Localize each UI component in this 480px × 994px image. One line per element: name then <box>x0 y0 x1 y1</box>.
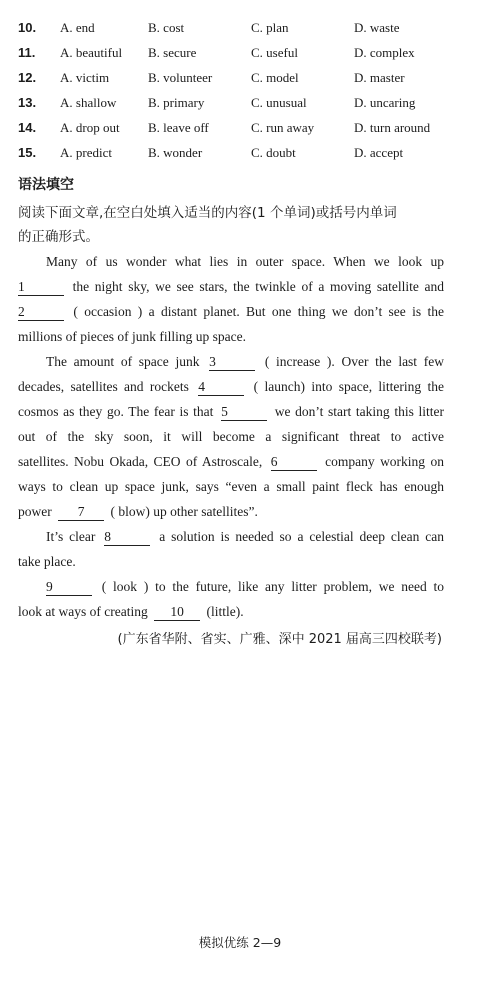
answer-blank[interactable]: 4 <box>198 379 244 396</box>
option-c: C. run away <box>251 120 315 135</box>
passage-line: out of the sky soon, it will become a significant threat to active <box>18 429 444 444</box>
option-a: A. predict <box>60 145 112 160</box>
answer-blank[interactable]: 1 <box>18 279 64 296</box>
option-d: D. master <box>354 70 405 85</box>
option-b: B. primary <box>148 95 205 110</box>
passage-line: Many of us wonder what lies in outer space. When we look up <box>46 254 444 269</box>
option-b: B. secure <box>148 45 197 60</box>
passage-line: take place. <box>18 554 76 569</box>
answer-blank[interactable]: 9 <box>46 579 92 596</box>
answer-blank[interactable]: 6 <box>271 454 317 471</box>
section-title: 语法填空 <box>18 177 74 193</box>
option-c: C. doubt <box>251 145 296 160</box>
passage-line: cosmos as they go. The fear is that 5 we don’t start taking this litter <box>18 404 444 419</box>
option-b: B. volunteer <box>148 70 213 85</box>
option-d: D. waste <box>354 20 400 35</box>
answer-blank[interactable]: 10 <box>154 604 200 621</box>
answer-blank[interactable]: 3 <box>209 354 255 371</box>
passage-line: power 7 ( blow) up other satellites”. <box>18 504 258 519</box>
option-d: D. complex <box>354 45 415 60</box>
option-a: A. victim <box>60 70 110 85</box>
option-c: C. useful <box>251 45 298 60</box>
passage-line: 9 ( look ) to the future, like any litter problem, we need to <box>46 579 444 594</box>
passage-line: look at ways of creating 10 (little). <box>18 604 244 619</box>
option-a: A. beautiful <box>60 45 123 60</box>
passage-line: ways to clean up space junk, says “even a small paint fleck has enough <box>18 479 444 494</box>
option-c: C. plan <box>251 20 289 35</box>
option-a: A. shallow <box>60 95 117 110</box>
option-b: B. cost <box>148 20 185 35</box>
option-c: C. model <box>251 70 299 85</box>
question-number: 12. <box>18 70 37 85</box>
question-number: 13. <box>18 95 37 110</box>
option-d: D. turn around <box>354 120 431 135</box>
option-c: C. unusual <box>251 95 307 110</box>
option-b: B. leave off <box>148 120 209 135</box>
passage-line: decades, satellites and rockets 4 ( launch) into space, littering the <box>18 379 445 394</box>
passage-line: The amount of space junk 3 ( increase ). Over the last few <box>46 354 444 369</box>
page-footer: 模拟优练 2—9 <box>198 935 282 950</box>
passage-line: satellites. Nobu Okada, CEO of Astroscale, 6 company working on <box>18 454 444 469</box>
option-d: D. accept <box>354 145 404 160</box>
instructions-line: 的正确形式。 <box>18 229 99 245</box>
passage-line: 2 ( occasion ) a distant planet. But one thing we don’t see is the <box>18 304 444 319</box>
passage-line: 1 the night sky, we see stars, the twinkle of a moving satellite and <box>18 279 445 294</box>
instructions-line: 阅读下面文章,在空白处填入适当的内容(1 个单词)或括号内单词 <box>18 205 397 221</box>
passage-line: millions of pieces of junk filling up space. <box>18 329 246 344</box>
option-a: A. end <box>60 20 95 35</box>
passage-line: It’s clear 8 a solution is needed so a celestial deep clean can <box>46 529 444 544</box>
option-b: B. wonder <box>148 145 203 160</box>
answer-blank[interactable]: 8 <box>104 529 150 546</box>
question-number: 11. <box>18 45 36 60</box>
question-number: 15. <box>18 145 37 160</box>
question-number: 14. <box>18 120 37 135</box>
option-a: A. drop out <box>60 120 120 135</box>
answer-blank[interactable]: 5 <box>221 404 267 421</box>
answer-blank[interactable]: 7 <box>58 504 104 521</box>
question-number: 10. <box>18 20 37 35</box>
source-citation: (广东省华附、省实、广雅、深中 2021 届高三四校联考) <box>117 632 442 647</box>
option-d: D. uncaring <box>354 95 416 110</box>
answer-blank[interactable]: 2 <box>18 304 64 321</box>
